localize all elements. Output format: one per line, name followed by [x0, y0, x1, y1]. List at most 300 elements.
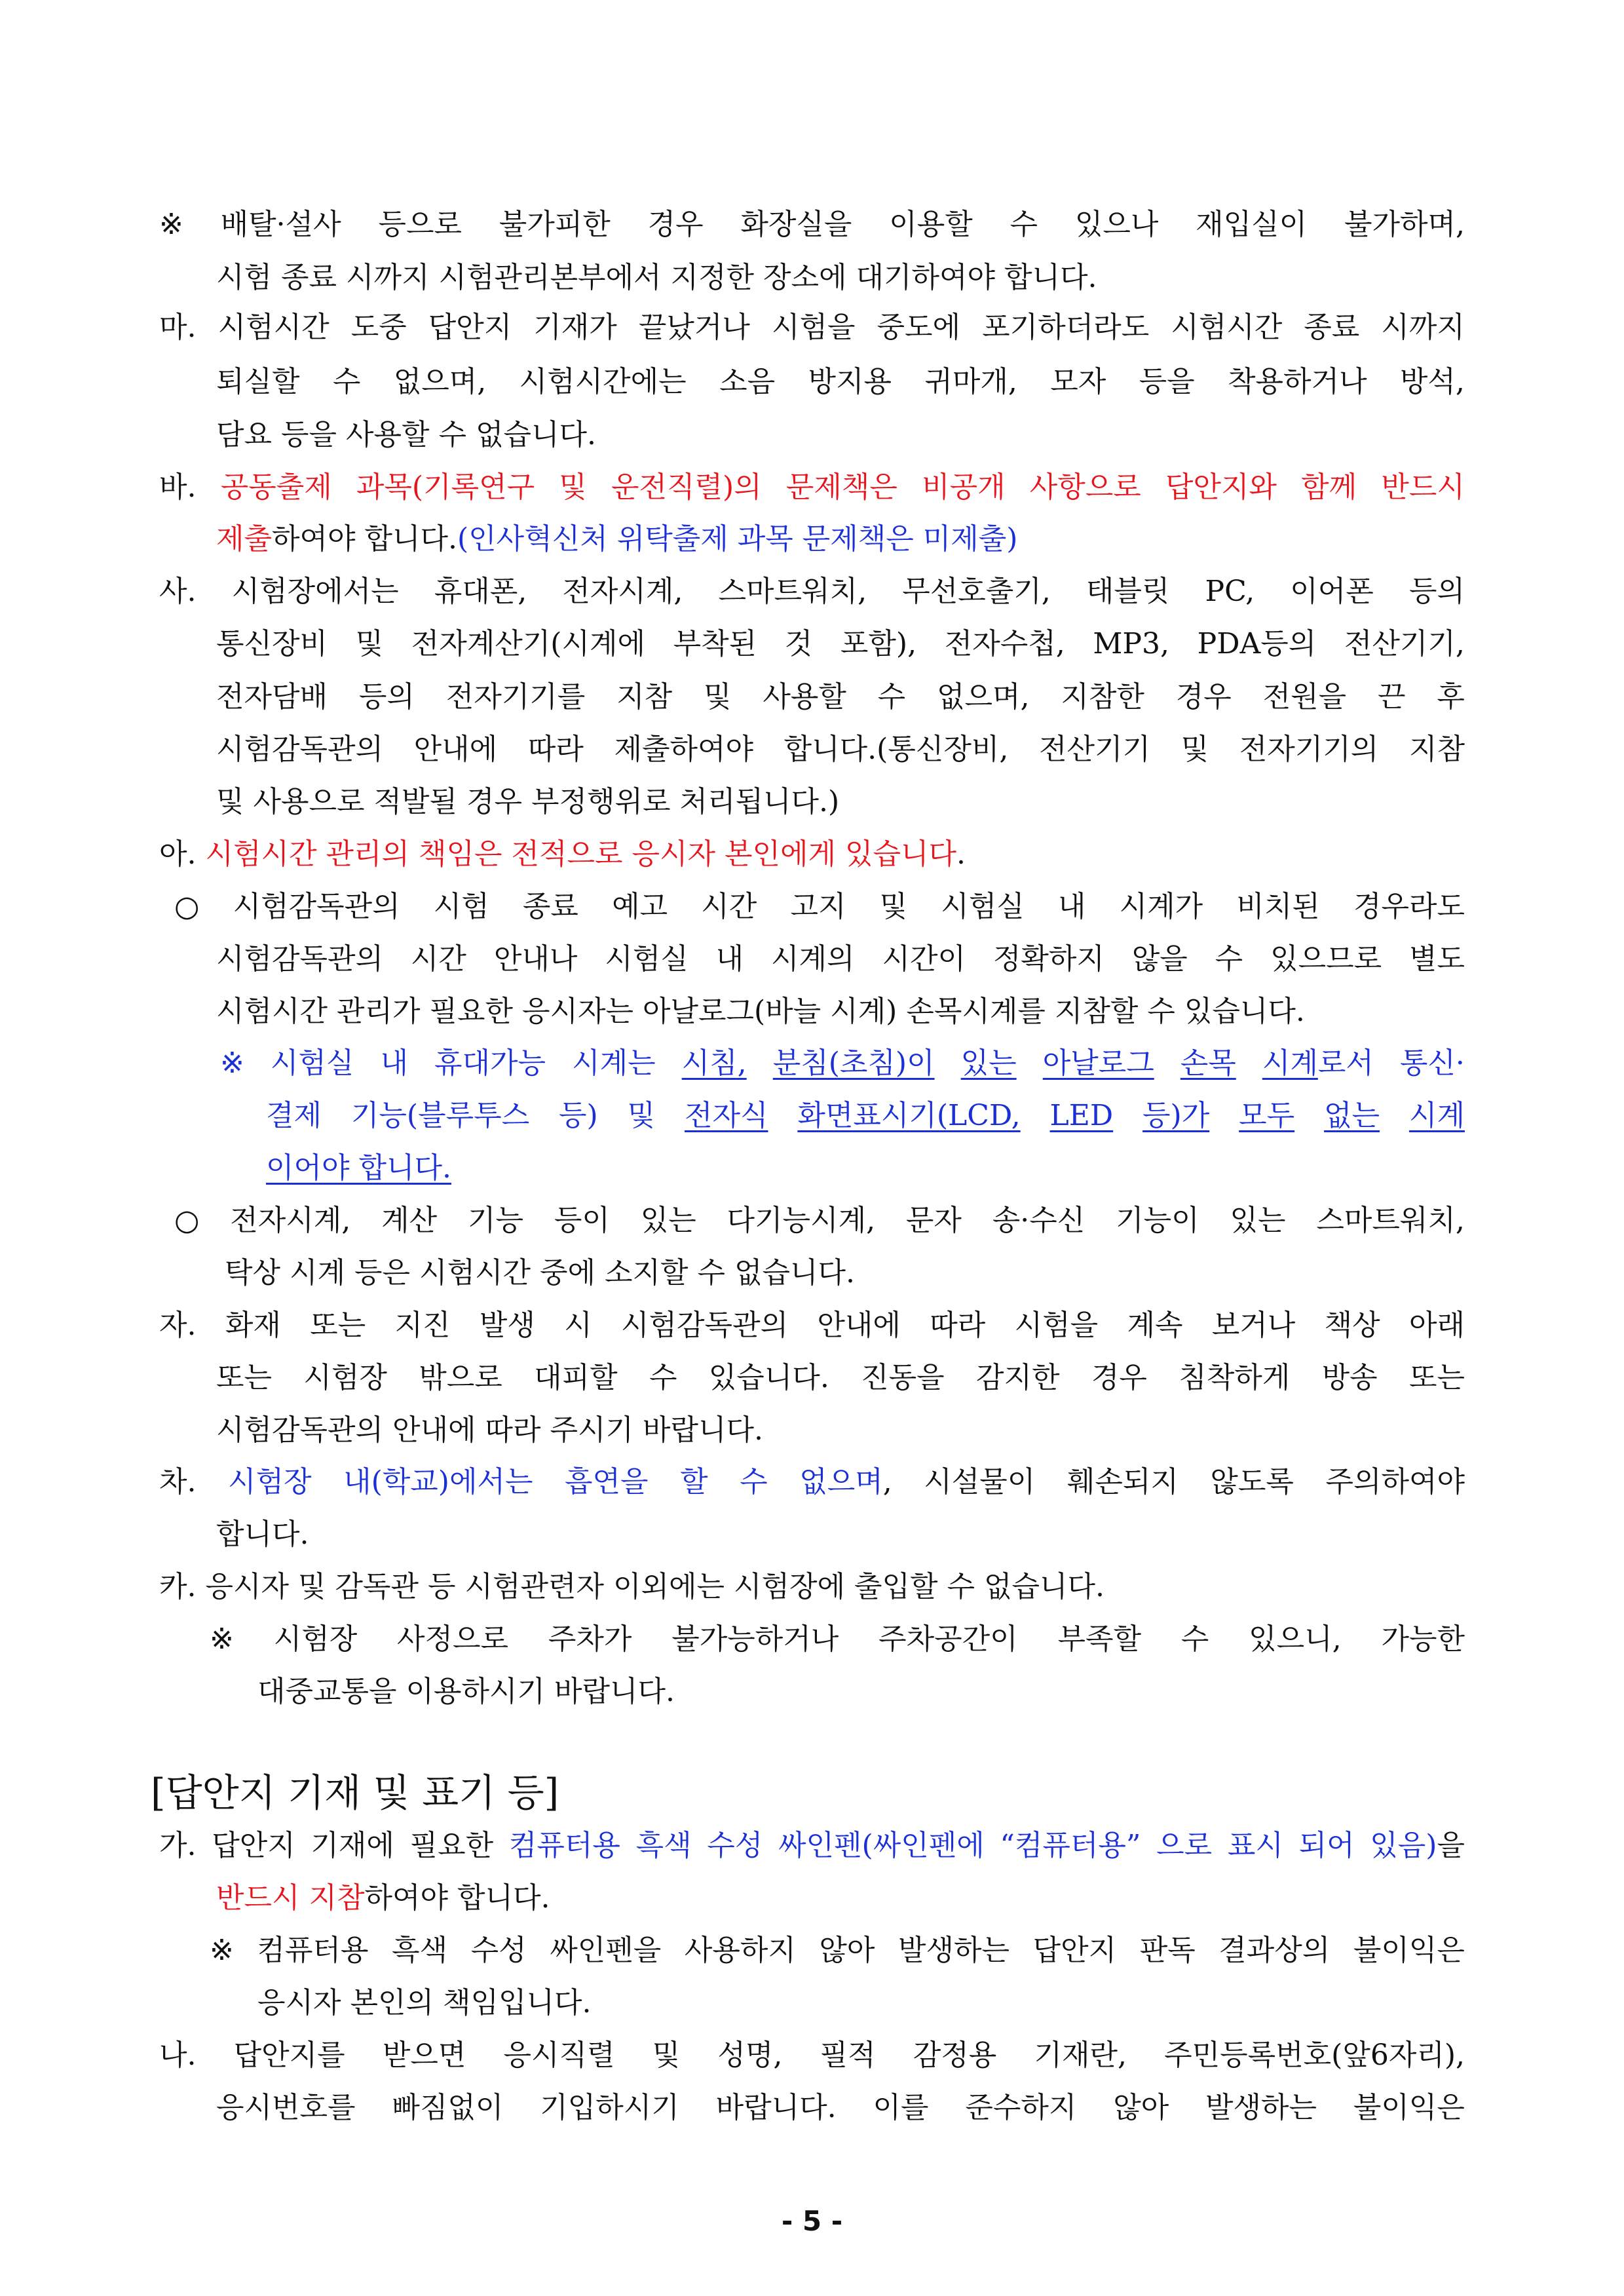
text-segment: 시험실 [270, 1046, 354, 1080]
text-word: 마. [159, 311, 197, 344]
text-word: 컴퓨터용 [257, 1934, 369, 1967]
text-word: 배탈·설사 [220, 208, 341, 241]
text-word: 사. [159, 575, 197, 608]
text-segment: 하여야 합니다. [272, 522, 458, 556]
text-word: 경우 [647, 208, 704, 241]
text-word: 및 [1180, 733, 1209, 766]
text-line [216, 1515, 328, 1554]
text-group [1370, 1826, 1465, 1866]
text-segment: 없는 [1324, 1099, 1380, 1132]
text-word: 또는 [216, 1361, 273, 1394]
text-word: 시간이 [882, 942, 966, 976]
text-segment: 화면표시기(LCD, [797, 1099, 1021, 1132]
text-line [266, 1096, 1465, 1136]
text-segment: 공동출제 [220, 470, 332, 504]
text-word: 경우 [1091, 1361, 1147, 1394]
text-word: 경우라도 [1353, 890, 1465, 923]
text-segment: 결제 [266, 1099, 322, 1132]
text-word: 전자기기를 [445, 680, 586, 714]
text-word: ○ [174, 890, 200, 923]
text-segment: 로서 [1317, 1046, 1374, 1080]
text-word: 시험감독관의 [216, 733, 384, 766]
text-word: 전원을 [1262, 680, 1347, 714]
text-line [216, 940, 1465, 979]
text-line [266, 1149, 485, 1188]
text-segment: 대중교통을 이용하시기 바랍니다. [257, 1675, 675, 1708]
text-segment: 할 [680, 1465, 708, 1499]
text-word: 시험 [433, 890, 489, 923]
text-line [210, 1620, 1465, 1659]
text-word: 빠짐없이 [392, 2091, 504, 2124]
text-segment: 않도록 [1210, 1465, 1294, 1499]
text-line [216, 1411, 917, 1450]
text-word: 전산기기 [1038, 733, 1150, 766]
text-word: 시험을 [771, 311, 856, 344]
text-word: 비치된 [1236, 890, 1320, 923]
text-word: ○ [174, 1204, 200, 1237]
text-word: 시계의 [771, 942, 855, 976]
text-word: 결과상의 [1218, 1934, 1331, 1967]
text-segment: 필요한 [409, 1829, 494, 1862]
text-segment: 및 [627, 1099, 656, 1132]
text-segment: 시험시간 관리가 필요한 응시자는 아날로그(바늘 시계) 손목시계를 지참할 수 있습니다. [216, 995, 1305, 1028]
text-word: 있으므로 [1270, 942, 1382, 976]
text-word: 이를 [873, 2091, 929, 2124]
text-word: 고지 [790, 890, 846, 923]
text-line [216, 624, 1465, 664]
text-word: 시 [564, 1309, 592, 1342]
text-line [257, 1983, 663, 2023]
text-word: 지참 [1408, 733, 1465, 766]
text-word: 없으며, [937, 680, 1030, 714]
text-segment: 전자식 [684, 1099, 768, 1132]
text-word: 전자담배 [216, 680, 328, 714]
text-segment: 있는 [960, 1046, 1017, 1080]
text-segment: 담요 등을 사용할 수 없습니다. [216, 418, 596, 451]
text-word: 있습니다. [708, 1361, 829, 1394]
text-word: 전자시계, [562, 575, 683, 608]
text-word: 재입실이 [1196, 208, 1308, 241]
text-word: 안내에 [413, 733, 498, 766]
text-segment: 훼손되지 [1067, 1465, 1179, 1499]
text-segment: 흡연을 [565, 1465, 649, 1499]
text-word: 보거나 [1211, 1309, 1296, 1342]
text-word: 이어폰 [1290, 575, 1374, 608]
text-word: 시험을 [1014, 1309, 1099, 1342]
text-segment: 컴퓨터용 [508, 1829, 620, 1862]
text-word: 귀마개, [924, 365, 1017, 398]
text-word: PDA등의 [1197, 627, 1317, 660]
text-segment: 탁상 시계 등은 시험시간 중에 소지할 수 없습니다. [225, 1256, 855, 1290]
text-word: 사용할 [763, 680, 846, 714]
text-word: 시험시간 [1171, 311, 1283, 344]
text-word: 수 [649, 1361, 677, 1394]
text-word: 감지한 [976, 1361, 1060, 1394]
text-word: 및 [703, 680, 732, 714]
text-word: 안내에 [817, 1309, 901, 1342]
text-word: 진동을 [861, 1361, 945, 1394]
text-word: 지참한 [1061, 680, 1144, 714]
text-word: 대피할 [534, 1361, 618, 1394]
text-segment: 바. [159, 470, 197, 504]
text-word: ※ [210, 1622, 234, 1656]
text-word: 시험실 [605, 942, 689, 976]
text-segment: 을 [1437, 1829, 1465, 1862]
text-segment: 비공개 [922, 470, 1006, 504]
text-word: 답안지 [1032, 1934, 1117, 1967]
text-word: 부족할 [1057, 1622, 1141, 1656]
text-word: 시험감독관의 [621, 1309, 789, 1342]
text-segment: 반드시 지참 [216, 1881, 365, 1915]
text-line [216, 362, 1465, 402]
text-word: 등의 [1408, 575, 1465, 608]
text-word: 흑색 [392, 1934, 448, 1967]
text-word: 시계가 [1119, 890, 1203, 923]
text-word: 등이 [554, 1204, 610, 1237]
text-word: 방석, [1399, 365, 1465, 398]
text-word: 포기하더라도 [982, 311, 1150, 344]
text-segment: 차. [159, 1465, 197, 1499]
text-segment: 시계 [1408, 1099, 1465, 1132]
text-line [159, 1826, 1465, 1866]
text-word: 발생하는 [1205, 2091, 1317, 2124]
text-word: 있는 [640, 1204, 696, 1237]
text-word: 또는 [1408, 1361, 1465, 1394]
text-word: 주차공간이 [878, 1622, 1018, 1656]
text-segment: 모두 [1239, 1099, 1295, 1132]
text-word: 예고 [612, 890, 668, 923]
text-word: ※ [210, 1934, 234, 1967]
text-segment: 시험장 [228, 1465, 312, 1499]
text-word: 기재가 [533, 311, 617, 344]
text-segment: 수성 [707, 1829, 763, 1862]
text-word: 기능 [467, 1204, 523, 1237]
text-word: 모자 [1050, 365, 1106, 398]
text-line [216, 258, 1174, 297]
text-word: MP3, [1093, 627, 1169, 660]
text-segment: 합니다. [216, 1518, 309, 1551]
text-word: 불가피한 [499, 208, 611, 241]
text-word: 수 [1010, 208, 1038, 241]
text-word: 및 [355, 627, 384, 660]
text-word: 시험장에서는 [231, 575, 399, 608]
text-word: 기재란, [1034, 2038, 1127, 2072]
text-word: 자. [159, 1309, 197, 1342]
text-word: 나. [159, 2038, 197, 2072]
text-word: 있으나 [1074, 208, 1159, 241]
text-segment: 이어야 합니다. [266, 1151, 451, 1185]
text-word: 등의 [358, 680, 415, 714]
text-line [159, 1567, 1313, 1607]
text-word: 책상 [1324, 1309, 1380, 1342]
text-segment: 가. [159, 1829, 197, 1862]
text-segment: 휴대가능 [434, 1046, 546, 1080]
text-word: 및 [879, 890, 908, 923]
text-segment: “컴퓨터용” [1000, 1829, 1141, 1862]
text-word: 따라 [930, 1309, 986, 1342]
text-line [216, 992, 1422, 1031]
text-word: 불이익은 [1353, 2091, 1465, 2124]
text-word: 불가능하거나 [671, 1622, 839, 1656]
text-word: 감정용 [913, 2038, 997, 2072]
text-line [159, 468, 1465, 507]
text-word: 주민등록번호(앞6자리), [1164, 2038, 1465, 2072]
text-word: 판독 [1139, 1934, 1196, 1967]
text-word: 지진 [394, 1309, 451, 1342]
text-segment: 싸인펜(싸인펜에 [778, 1829, 985, 1862]
page-number: - 5 - [781, 2205, 843, 2237]
text-word: 않아 [1113, 2091, 1169, 2124]
text-group [799, 1463, 892, 1502]
text-segment: 답안지 [212, 1829, 295, 1862]
text-word: 등을 [1139, 365, 1195, 398]
text-word: 밖으로 [419, 1361, 502, 1394]
text-word: 싸인펜을 [550, 1934, 662, 1967]
text-word: 없으며, [393, 365, 487, 398]
text-segment: 주의하여야 [1325, 1465, 1465, 1499]
text-line [216, 1879, 617, 1918]
section-heading: [답안지 기재 및 표기 등] [151, 1770, 559, 1815]
text-segment: 함께 [1301, 470, 1357, 504]
text-word: 답안지를 [233, 2038, 345, 2072]
text-line [257, 1672, 750, 1712]
text-line [159, 1463, 1465, 1502]
text-word: 등으로 [378, 208, 462, 241]
text-segment: 으로 [1156, 1829, 1213, 1862]
text-segment: 및 [559, 470, 587, 504]
text-word: 다기능시계, [727, 1204, 876, 1237]
text-word: 정확하지 [992, 942, 1105, 976]
text-word: ※ [159, 208, 183, 241]
text-segment: 기재에 [311, 1829, 394, 1862]
text-line [216, 1358, 1465, 1398]
text-segment: 문제책은 [785, 470, 897, 504]
text-segment: 등) [559, 1099, 598, 1132]
text-word: 지참 [616, 680, 673, 714]
text-word: 이용할 [889, 208, 973, 241]
text-word: 합니다.(통신장비, [784, 733, 1009, 766]
text-segment: 등)가 [1142, 1099, 1210, 1132]
text-word: 있으니, [1249, 1622, 1342, 1656]
text-word: 방지용 [808, 365, 892, 398]
text-line [210, 1931, 1465, 1970]
text-line [216, 782, 930, 822]
text-word: 태블릿 [1086, 575, 1170, 608]
text-line [216, 520, 1143, 559]
text-word: 시험실 [941, 890, 1025, 923]
text-word: 답안지 [428, 311, 512, 344]
text-segment: 시험 종료 시까지 시험관리본부에서 지정한 장소에 대기하여야 합니다. [216, 261, 1097, 294]
text-segment: 시설물이 [924, 1465, 1036, 1499]
text-word: 전자시계, [230, 1204, 351, 1237]
text-word: 시간 [410, 942, 466, 976]
text-segment: 하여야 합니다. [364, 1881, 550, 1915]
text-word: 않을 [1131, 942, 1188, 976]
text-line [159, 308, 1465, 347]
text-word: 종료 [522, 890, 578, 923]
text-word: 끈 [1377, 680, 1406, 714]
text-word: 휴대폰, [434, 575, 527, 608]
text-word: 스마트워치, [718, 575, 867, 608]
text-segment: 응시자 본인의 책임입니다. [257, 1986, 592, 2019]
text-word: 따라 [527, 733, 584, 766]
text-line [216, 678, 1465, 717]
text-word: 시험시간에는 [519, 365, 687, 398]
text-line [159, 205, 1465, 244]
text-segment: 답안지와 [1165, 470, 1277, 504]
text-word: 기입하시기 [540, 2091, 679, 2124]
text-segment: 운전직렬)의 [611, 470, 762, 504]
text-line [159, 835, 1133, 874]
text-word: 전산기기, [1344, 627, 1465, 660]
text-word: 기능이 [1116, 1204, 1199, 1237]
text-segment: LED [1049, 1099, 1114, 1132]
text-word: 후 [1437, 680, 1465, 714]
text-word: 소음 [719, 365, 776, 398]
text-segment: 시험감독관의 안내에 따라 주시기 바랍니다. [216, 1413, 764, 1447]
text-word: 시험감독관의 [216, 942, 384, 976]
text-word: 스마트워치, [1316, 1204, 1465, 1237]
text-segment: 손목 [1180, 1046, 1236, 1080]
text-segment: 표시 [1227, 1829, 1283, 1862]
text-word: 안내나 [493, 942, 578, 976]
text-line [174, 887, 1465, 927]
text-segment: ※ [220, 1046, 244, 1080]
text-segment: 시계는 [572, 1046, 656, 1080]
text-word: 것 [784, 627, 813, 660]
text-segment: 시험시간 관리의 책임은 전적으로 응시자 본인에게 있습니다 [205, 837, 956, 871]
text-word: 시험장 [273, 1622, 358, 1656]
text-word: 주차가 [548, 1622, 632, 1656]
text-segment: , [882, 1465, 892, 1499]
text-word: 제출하여야 [614, 733, 754, 766]
text-word: 화장실을 [740, 208, 852, 241]
text-word: 별도 [1408, 942, 1465, 976]
text-group [1262, 1044, 1374, 1083]
text-word: 수 [332, 365, 361, 398]
text-word: 침착하게 [1179, 1361, 1291, 1394]
text-word: 경우 [1175, 680, 1232, 714]
text-word: 응시번호를 [216, 2091, 356, 2124]
text-segment: 반드시 [1381, 470, 1465, 504]
text-line [216, 415, 681, 455]
text-word: 발생 [479, 1309, 535, 1342]
text-word: 가능한 [1381, 1622, 1465, 1656]
text-segment: 시침, [681, 1046, 747, 1080]
text-word: 수성 [470, 1934, 527, 1967]
text-word: 화재 [225, 1309, 281, 1342]
text-word: 통신장비 [216, 627, 328, 660]
text-word: 시험감독관의 [233, 890, 400, 923]
text-segment: 아. [159, 837, 206, 871]
text-segment: (인사혁신처 위탁출제 과목 문제책은 미제출) [457, 522, 1018, 556]
text-word: 전자계산기(시계에 [411, 627, 645, 660]
text-segment: 있음) [1370, 1829, 1437, 1862]
text-word: 받으면 [382, 2038, 466, 2072]
text-word: 필적 [820, 2038, 876, 2072]
text-line [225, 1253, 1002, 1293]
text-word: 시까지 [1381, 311, 1465, 344]
text-segment: 사항으로 [1029, 470, 1141, 504]
text-line [174, 1201, 1465, 1240]
text-word: 않아 [819, 1934, 875, 1967]
text-word: 전자수첩, [944, 627, 1065, 660]
text-word: 수 [1180, 1622, 1209, 1656]
text-word: 사정으로 [397, 1622, 509, 1656]
text-word: 불이익은 [1353, 1934, 1465, 1967]
text-line [216, 2088, 1465, 2128]
text-word: 아래 [1408, 1309, 1465, 1342]
text-word: 있는 [1230, 1204, 1286, 1237]
text-word: 종료 [1304, 311, 1360, 344]
text-word: 방송 [1321, 1361, 1378, 1394]
text-segment: 통신· [1399, 1046, 1465, 1080]
text-word: 수 [877, 680, 906, 714]
text-segment: 수 [740, 1465, 768, 1499]
text-word: 무선호출기, [902, 575, 1051, 608]
text-word: 포함), [840, 627, 917, 660]
text-word: 시험시간 [217, 311, 330, 344]
text-word: 성명, [717, 2038, 783, 2072]
text-word: 착용하거나 [1228, 365, 1367, 398]
text-word: 퇴실할 [216, 365, 300, 398]
text-segment: 내 [380, 1046, 408, 1080]
text-segment: 및 사용으로 적발될 경우 부정행위로 처리됩니다.) [216, 785, 840, 818]
text-word: PC, [1205, 575, 1255, 608]
text-segment: 되어 [1298, 1829, 1355, 1862]
text-word: 송·수신 [992, 1204, 1086, 1237]
text-segment: 시계 [1262, 1046, 1318, 1080]
text-word: 내 [1057, 890, 1086, 923]
text-word: 전자기기의 [1239, 733, 1379, 766]
text-segment: 분침(초침)이 [772, 1046, 935, 1080]
text-word: 바랍니다. [715, 2091, 837, 2124]
text-word: 도중 [350, 311, 407, 344]
text-word: 및 [652, 2038, 681, 2072]
text-segment: 기능(블루투스 [350, 1099, 530, 1132]
text-word: 불가하며, [1344, 208, 1465, 241]
text-segment: 없으며 [799, 1465, 883, 1499]
text-word: 또는 [310, 1309, 366, 1342]
text-segment: 아날로그 [1042, 1046, 1154, 1080]
text-word: 끝났거나 [638, 311, 750, 344]
text-word: 사용하지 [684, 1934, 796, 1967]
text-word: 문자 [905, 1204, 962, 1237]
text-word: 시간 [701, 890, 757, 923]
text-line [159, 1306, 1465, 1345]
text-segment: 내(학교)에서는 [343, 1465, 533, 1499]
text-word: 시험장 [303, 1361, 387, 1394]
text-segment: 흑색 [635, 1829, 692, 1862]
text-line [216, 730, 1465, 769]
text-word: 응시직렬 [503, 2038, 615, 2072]
text-word: 부착된 [673, 627, 757, 660]
text-word: 계산 [381, 1204, 438, 1237]
text-segment: . [956, 837, 966, 871]
text-segment: 제출 [216, 522, 273, 556]
text-line [220, 1044, 1465, 1083]
text-word: 내 [715, 942, 744, 976]
text-word: 준수하지 [965, 2091, 1077, 2124]
text-line [159, 572, 1465, 611]
text-word: 중도에 [877, 311, 961, 344]
text-segment: 카. 응시자 및 감독관 등 시험관련자 이외에는 시험장에 출입할 수 없습니다. [159, 1570, 1105, 1603]
text-word: 발생하는 [898, 1934, 1010, 1967]
text-segment: 과목(기록연구 [356, 470, 535, 504]
text-word: 계속 [1127, 1309, 1183, 1342]
text-word: 수 [1215, 942, 1243, 976]
text-line [159, 2036, 1465, 2075]
